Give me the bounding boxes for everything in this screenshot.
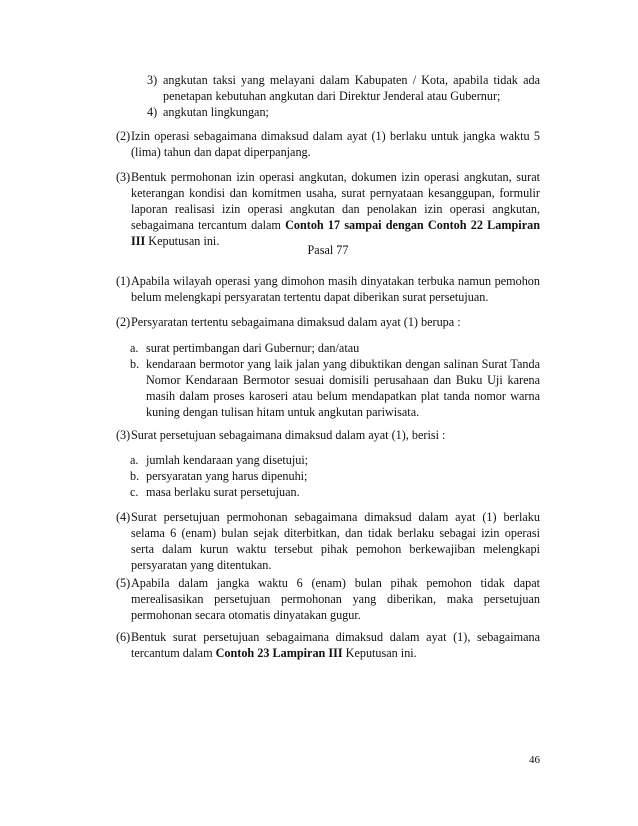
paragraph-text: Izin operasi sebagaimana dimaksud dalam ayat (1) berlaku untuk jangka waktu 5 (lima) tahun dan dapat diperpanjang.: [131, 129, 540, 159]
paragraph-bold-reference: Contoh 23 Lampiran III: [215, 646, 343, 660]
list-item-a: [130, 340, 540, 356]
paragraph-text: Surat persetujuan sebagaimana dimaksud dalam ayat (1), berisi :: [131, 428, 446, 442]
paragraph-text-before: Bentuk permohonan izin operasi angkutan, dokumen izin operasi angkutan, surat keterangan kondisi dan komitmen usaha, surat pernyataan kesanggupan, formulir laporan realisasi izin operasi angkutan dan penolakan izin operasi angkutan, sebagaimana tercantum dalam: [131, 170, 540, 232]
item-text: kendaraan bermotor yang laik jalan yang dibuktikan dengan salinan Surat Tanda Nomor Kendaraan Bermotor sesuai domisili perusahaan dan Buku Uji karena masih dalam proses karoseri atau belum mendapatkan plat tanda nomor warna kuning dengan tulisan hitam untuk angkutan pariwisata.: [146, 357, 540, 419]
article-paragraph-5: [116, 575, 540, 623]
list-item-b: [130, 468, 540, 484]
list-item-4: [147, 104, 540, 120]
article-paragraph-6: [116, 629, 540, 661]
item-text: masa berlaku surat persetujuan.: [146, 485, 300, 499]
item-number: 4): [147, 105, 158, 119]
paragraph-bold-reference: Contoh 17 sampai dengan Contoh 22 Lampiran III: [131, 218, 540, 248]
page-number: 46: [529, 754, 540, 766]
paragraph-number: (5): [116, 576, 131, 590]
article-heading: Pasal 77: [307, 243, 349, 257]
paragraph-text: Persyaratan tertentu sebagaimana dimaksud dalam ayat (1) berupa :: [131, 315, 461, 329]
paragraph-number: (3): [116, 170, 131, 184]
item-text: persyaratan yang harus dipenuhi;: [146, 469, 308, 483]
paragraph-number: (1): [116, 274, 131, 288]
paragraph-text: Apabila wilayah operasi yang dimohon masih dinyatakan terbuka namun pemohon belum melengkapi persyaratan tertentu dapat diberikan surat persetujuan.: [131, 274, 540, 304]
article-paragraph-1: [116, 273, 540, 305]
article-paragraph-3: [116, 427, 540, 443]
paragraph-number: (3): [116, 428, 131, 442]
list-item-3: [147, 72, 540, 104]
paragraph-text: Surat persetujuan permohonan sebagaimana dimaksud dalam ayat (1) berlaku selama 6 (enam) bulan sejak diterbitkan, dan tidak berlaku sebagai izin operasi serta dalam kurun waktu tersebut pihak pemohon berkewajiban melengkapi persyaratan yang ditentukan.: [131, 510, 540, 572]
item-number: 3): [147, 73, 158, 87]
paragraph-text-after: Keputusan ini.: [342, 646, 417, 660]
paragraph-text: Apabila dalam jangka waktu 6 (enam) bulan pihak pemohon tidak dapat merealisasikan persetujuan permohonan yang diberikan, maka persetujuan permohonan secara otomatis dinyatakan gugur.: [131, 576, 540, 622]
item-letter: a.: [130, 341, 139, 355]
item-text: angkutan taksi yang melayani dalam Kabupaten / Kota, apabila tidak ada penetapan kebutuhan angkutan dari Direktur Jenderal atau Gubernur;: [163, 73, 540, 103]
paragraph-text-after: Keputusan ini.: [145, 234, 220, 248]
paragraph-number: (2): [116, 315, 131, 329]
item-text: angkutan lingkungan;: [163, 105, 269, 119]
paragraph-text-before: Bentuk surat persetujuan sebagaimana dimaksud dalam ayat (1), sebagaimana tercantum dalam: [131, 630, 540, 660]
paragraph-number: (2): [116, 129, 131, 143]
paragraph-number: (4): [116, 510, 131, 524]
article-paragraph-4: [116, 509, 540, 573]
item-letter: a.: [130, 453, 139, 467]
paragraph-3: [116, 169, 540, 249]
paragraph-number: (6): [116, 630, 131, 644]
article-paragraph-2: [116, 314, 540, 330]
item-text: surat pertimbangan dari Gubernur; dan/atau: [146, 341, 360, 355]
list-item-a: [130, 452, 540, 468]
list-item-b: [130, 356, 540, 420]
paragraph-2: [116, 128, 540, 160]
list-item-c: [130, 484, 540, 500]
item-letter: b.: [130, 357, 140, 371]
item-letter: b.: [130, 469, 140, 483]
item-text: jumlah kendaraan yang disetujui;: [146, 453, 309, 467]
item-letter: c.: [130, 485, 139, 499]
